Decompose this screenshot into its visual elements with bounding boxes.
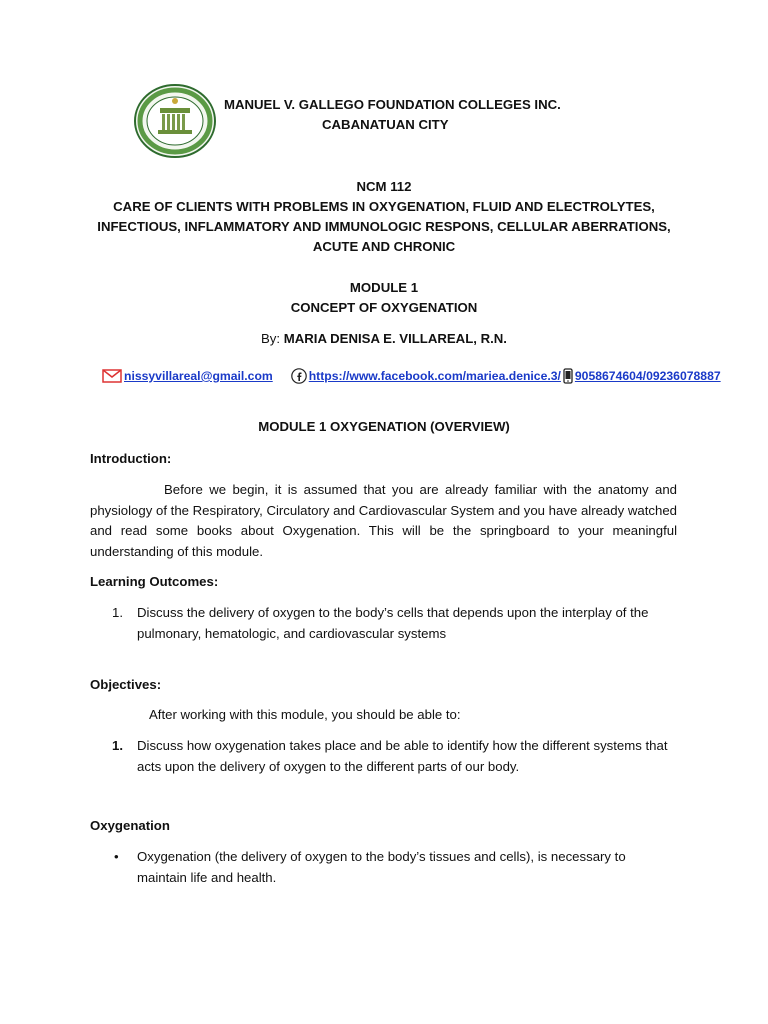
list-item-text: Discuss how oxygenation takes place and be able to identify how the different systems that acts upon the delivery of oxygen to the different parts of our body. [137, 738, 668, 774]
module-title: CONCEPT OF OXYGENATION [290, 300, 478, 315]
introduction-heading: Introduction: [90, 451, 172, 466]
email-link[interactable]: nissyvillareal@gmail.com [124, 369, 273, 383]
introduction-paragraph [90, 480, 677, 562]
course-code: NCM 112 [356, 179, 412, 194]
mail-icon [102, 369, 122, 383]
oxygenation-heading: Oxygenation [90, 818, 170, 833]
facebook-icon [291, 368, 307, 384]
introduction-text: Before we begin, it is assumed that you are already familiar with the anatomy and physiology of the Respiratory, Circulatory and Cardiovascular System and you have already watched and read some books about Oxygenation. This will be the springboard to your meaningful understanding of this module. [90, 482, 677, 559]
college-name: MANUEL V. GALLEGO FOUNDATION COLLEGES INC. [224, 97, 561, 112]
bullet-mark: • [114, 849, 119, 864]
overview-title: MODULE 1 OXYGENATION (OVERVIEW) [258, 419, 510, 434]
learning-outcomes-heading: Learning Outcomes: [90, 574, 219, 589]
list-item-text: Discuss the delivery of oxygen to the body’s cells that depends upon the interplay of the pulmonary, hematologic, and cardiovascular systems [137, 605, 649, 641]
college-seal-logo [134, 84, 216, 158]
college-city: CABANATUAN CITY [322, 117, 449, 132]
module-number: MODULE 1 [349, 280, 419, 295]
phone-number[interactable]: 9058674604/09236078887 [574, 369, 721, 383]
phone-icon [563, 368, 573, 384]
course-title-line-3: ACUTE AND CHRONIC [312, 239, 456, 254]
bullet-text: Oxygenation (the delivery of oxygen to the body’s tissues and cells), is necessary to maintain life and health. [137, 849, 626, 885]
course-title-line-2: INFECTIOUS, INFLAMMATORY AND IMMUNOLOGIC RESPONS, CELLULAR ABERRATIONS, [97, 219, 671, 234]
author-name: MARIA DENISA E. VILLAREAL, R.N. [283, 331, 507, 346]
list-number: 1. [112, 738, 123, 753]
objectives-lead: After working with this module, you should be able to: [149, 707, 461, 722]
course-title-line-1: CARE OF CLIENTS WITH PROBLEMS IN OXYGENATION, FLUID AND ELECTROLYTES, [113, 199, 655, 214]
list-number: 1. [112, 605, 123, 620]
author-line [0, 331, 768, 347]
contact-line [102, 368, 721, 384]
by-label: By: [261, 331, 281, 346]
objectives-heading: Objectives: [90, 677, 162, 692]
facebook-link[interactable]: https://www.facebook.com/mariea.denice.3/ [308, 369, 561, 383]
